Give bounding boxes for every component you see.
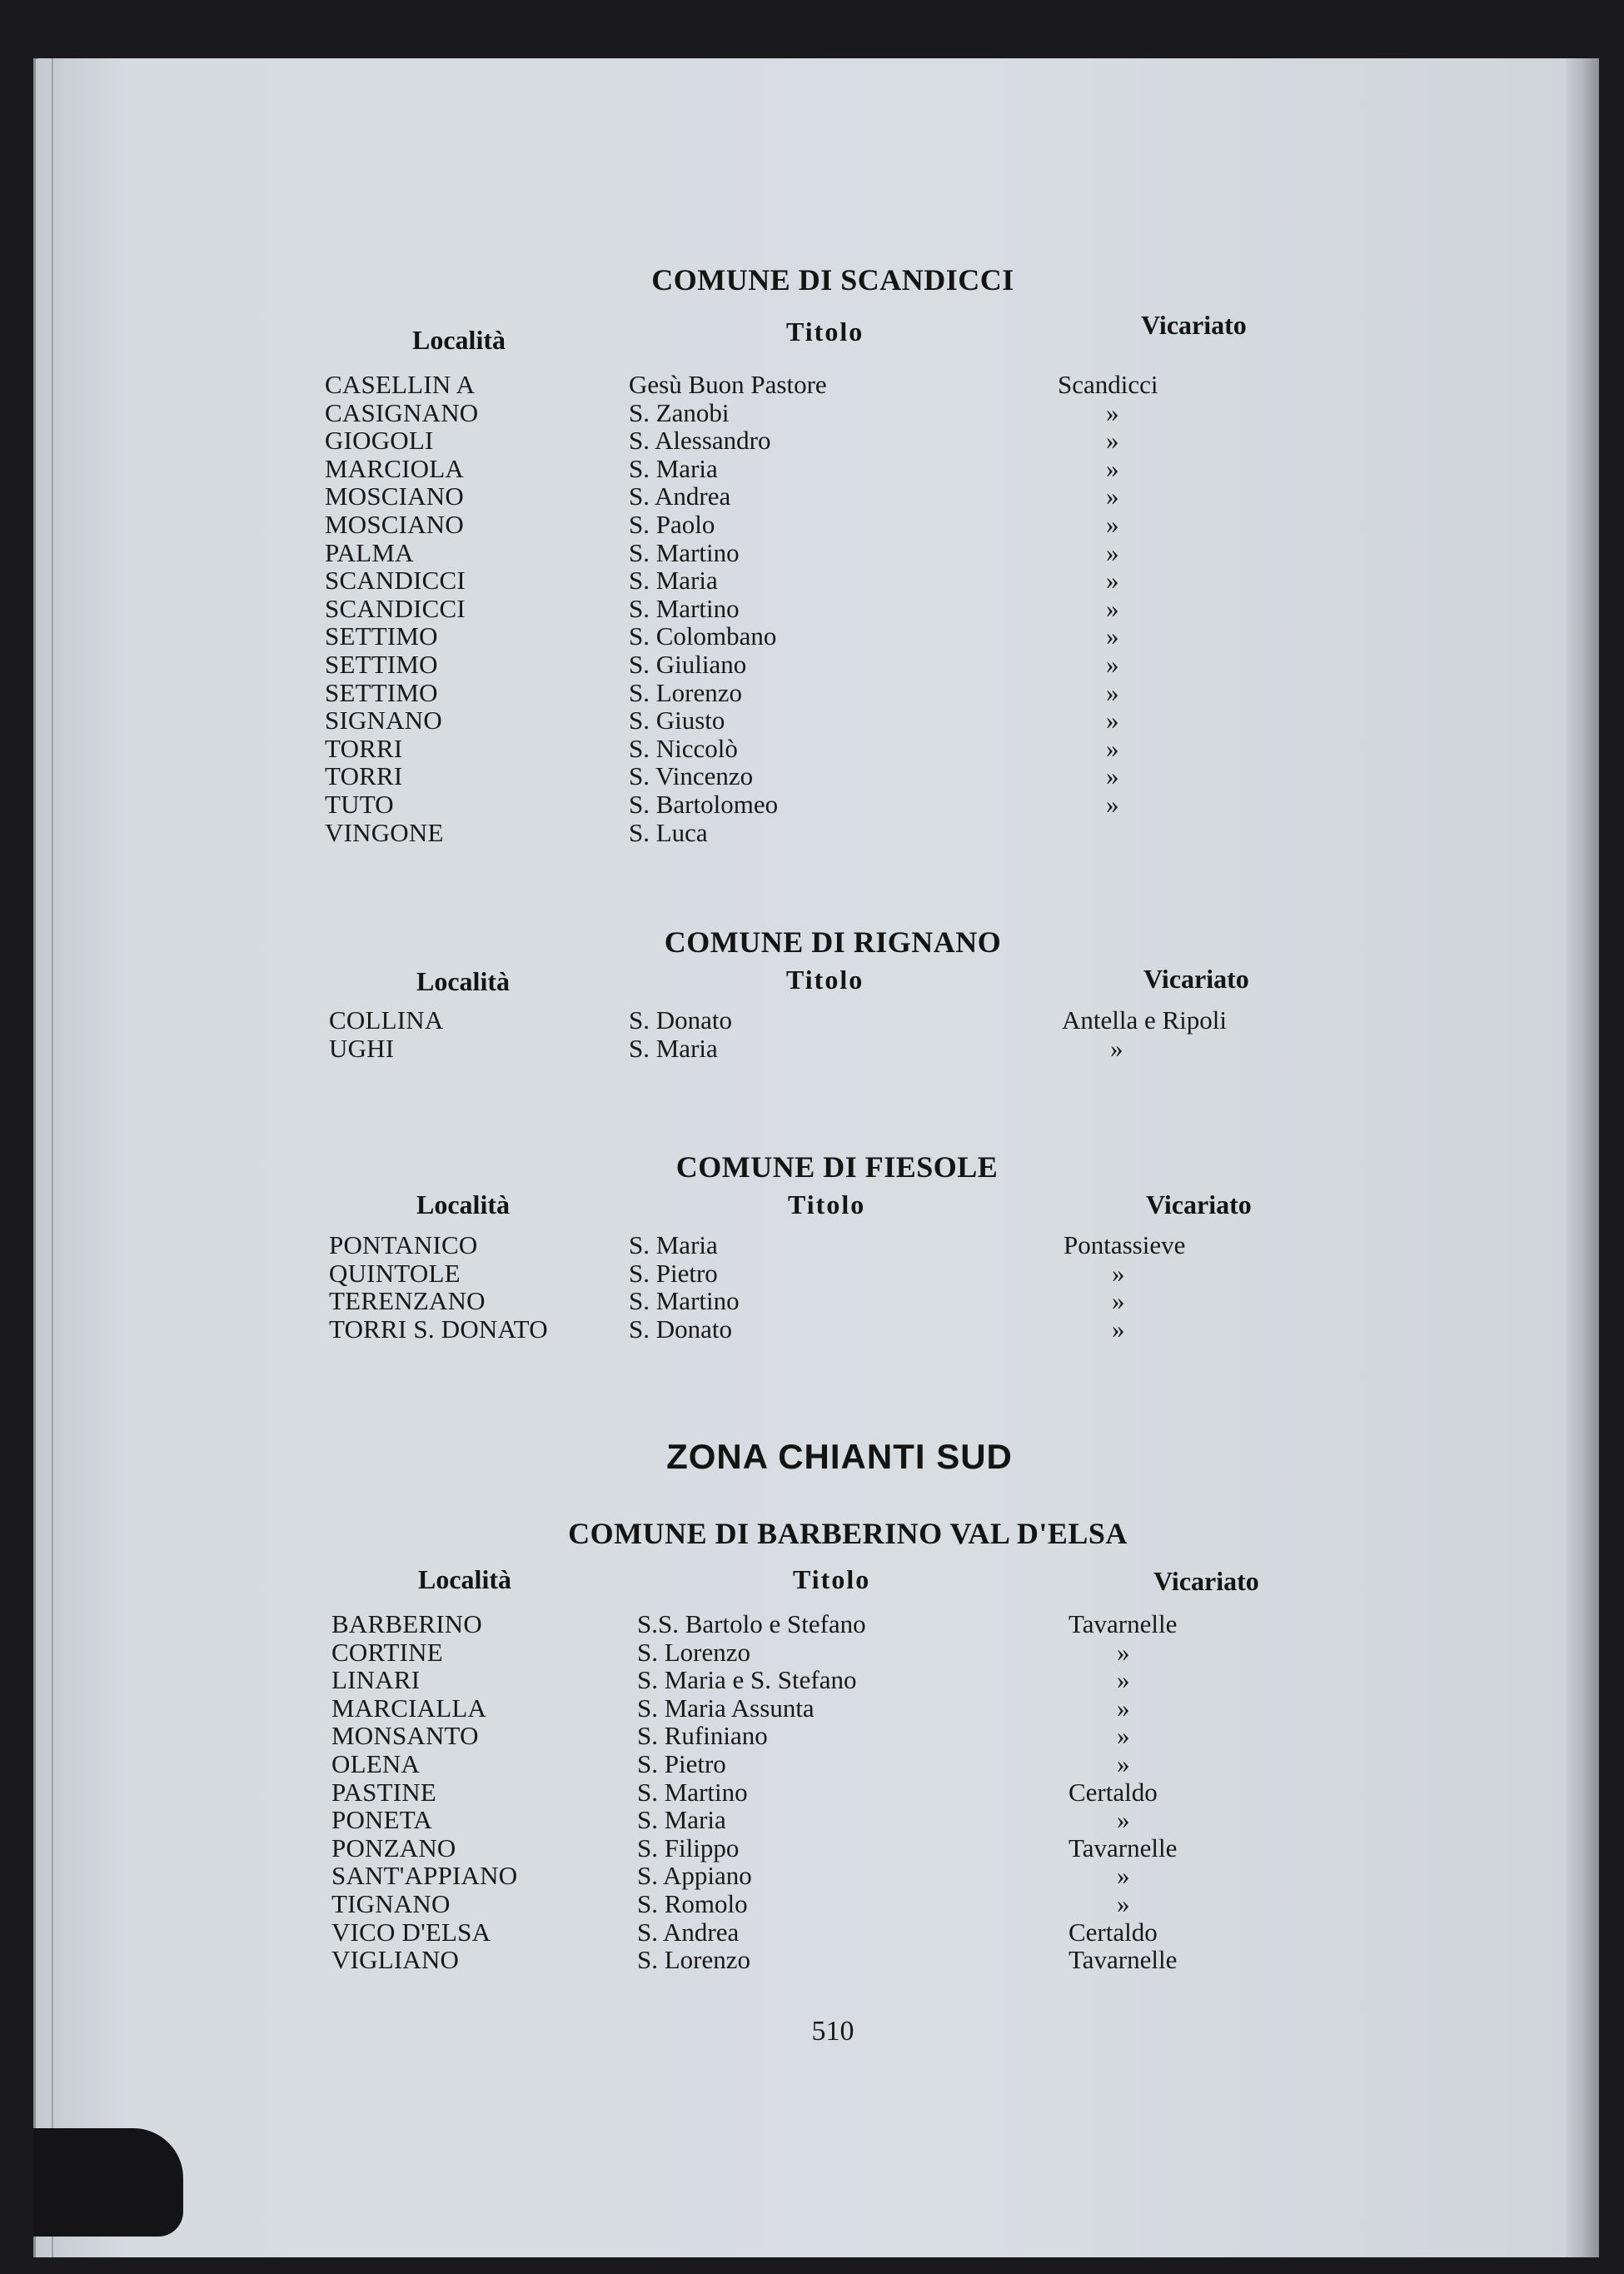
localita-cell: TORRI (325, 733, 403, 763)
vicariato-cell: » (1117, 1805, 1130, 1835)
vicariato-cell: Tavarnelle (1069, 1609, 1178, 1638)
localita-cell: VINGONE (325, 817, 444, 847)
localita-cell: PASTINE (331, 1777, 437, 1807)
titolo-cell: S. Paolo (629, 509, 715, 539)
table-row (33, 455, 1599, 483)
localita-cell: TUTO (325, 789, 394, 819)
titolo-cell: S. Maria Assunta (637, 1693, 814, 1723)
titolo-cell: S. Martino (629, 593, 740, 623)
rows (33, 1231, 1599, 1343)
vicariato-cell: » (1117, 1888, 1130, 1918)
book-page (33, 58, 1599, 2257)
table-row (33, 566, 1599, 595)
table-row (33, 1806, 1599, 1834)
localita-cell: VICO D'ELSA (331, 1917, 491, 1947)
vicariato-cell: » (1106, 649, 1119, 679)
vicariato-cell: » (1106, 566, 1119, 596)
titolo-cell: S. Maria (629, 453, 718, 483)
localita-cell: SETTIMO (325, 677, 438, 707)
titolo-cell: S. Zanobi (629, 397, 730, 427)
localita-cell: TIGNANO (331, 1888, 451, 1918)
vicariato-cell: » (1106, 509, 1119, 539)
localita-cell: PONZANO (331, 1833, 456, 1863)
table-row (33, 706, 1599, 735)
localita-cell: MOSCIANO (325, 509, 464, 539)
titolo-cell: S. Pietro (637, 1748, 726, 1778)
titolo-cell: S. Niccolò (629, 733, 738, 763)
rows (33, 1006, 1599, 1062)
header-localita: Località (416, 1189, 510, 1219)
localita-cell: OLENA (331, 1748, 421, 1778)
vicariato-cell: » (1106, 453, 1119, 483)
vicariato-cell: » (1106, 481, 1119, 511)
localita-cell: MARCIOLA (325, 453, 464, 483)
table-row (33, 1890, 1599, 1918)
localita-cell: GIOGOLI (325, 426, 434, 456)
localita-cell: QUINTOLE (329, 1258, 461, 1288)
vicariato-cell: Antella e Ripoli (1062, 1005, 1228, 1035)
localita-cell: MOSCIANO (325, 481, 464, 511)
vicariato-cell: » (1106, 733, 1119, 763)
rows (33, 1610, 1599, 1974)
table-row (33, 735, 1599, 763)
table-row (33, 511, 1599, 539)
localita-cell: SCANDICCI (325, 593, 466, 623)
localita-cell: BARBERINO (331, 1609, 482, 1638)
header-titolo: Titolo (793, 1564, 871, 1594)
localita-cell: CASELLIN A (325, 370, 476, 399)
section-title: COMUNE DI BARBERINO VAL D'ELSA (568, 1517, 1128, 1550)
table-row (33, 1862, 1599, 1890)
localita-cell: UGHI (329, 1033, 395, 1063)
vicariato-cell: Scandicci (1058, 370, 1158, 399)
table-row (33, 1006, 1599, 1035)
titolo-cell: S. Colombano (629, 621, 777, 651)
table-row (33, 1610, 1599, 1638)
localita-cell: TORRI S. DONATO (329, 1314, 548, 1344)
titolo-cell: S. Rufiniano (637, 1721, 768, 1751)
titolo-cell: S. Lorenzo (629, 677, 743, 707)
titolo-cell: S. Bartolomeo (629, 789, 779, 819)
vicariato-cell: » (1106, 397, 1119, 427)
titolo-cell: S. Giuliano (629, 649, 747, 679)
vicariato-cell: Tavarnelle (1069, 1945, 1178, 1975)
vicariato-cell: » (1117, 1861, 1130, 1891)
table-row (33, 790, 1599, 819)
binding-tab (33, 2128, 183, 2237)
header-titolo: Titolo (786, 965, 864, 995)
table-row (33, 1918, 1599, 1947)
localita-cell: LINARI (331, 1665, 421, 1695)
vicariato-cell: » (1106, 789, 1119, 819)
vicariato-cell: » (1106, 426, 1119, 456)
titolo-cell: S. Maria (637, 1805, 726, 1835)
vicariato-cell: » (1117, 1748, 1130, 1778)
rows (33, 371, 1599, 846)
titolo-cell: S. Giusto (629, 706, 725, 736)
table-row (33, 426, 1599, 455)
titolo-cell: S. Martino (637, 1777, 748, 1807)
titolo-cell: S. Lorenzo (637, 1945, 751, 1975)
table-row (33, 371, 1599, 399)
localita-cell: CASIGNANO (325, 397, 479, 427)
table-row (33, 1287, 1599, 1315)
table-row (33, 1946, 1599, 1974)
zona-title: ZONA CHIANTI SUD (666, 1437, 1013, 1476)
titolo-cell: S. Andrea (637, 1917, 740, 1947)
vicariato-cell: » (1112, 1258, 1125, 1288)
vicariato-cell: Pontassieve (1064, 1230, 1186, 1259)
localita-cell: COLLINA (329, 1005, 444, 1035)
table-row (33, 1750, 1599, 1778)
titolo-cell: S. Maria (629, 1033, 718, 1063)
table-row (33, 399, 1599, 427)
table-row (33, 1259, 1599, 1288)
vicariato-cell: » (1117, 1693, 1130, 1723)
header-vicariato: Vicariato (1141, 310, 1247, 340)
header-vicariato: Vicariato (1146, 1189, 1252, 1219)
vicariato-cell: » (1106, 761, 1119, 791)
header-vicariato: Vicariato (1153, 1566, 1259, 1596)
titolo-cell: S. Maria (629, 1230, 718, 1259)
vicariato-cell: Certaldo (1069, 1917, 1158, 1947)
titolo-cell: S. Filippo (637, 1833, 740, 1863)
vicariato-cell: » (1112, 1314, 1125, 1344)
titolo-cell: S. Donato (629, 1005, 732, 1035)
titolo-cell: S. Appiano (637, 1861, 752, 1891)
vicariato-cell: Tavarnelle (1069, 1833, 1178, 1863)
titolo-cell: S. Martino (629, 1286, 740, 1316)
table-row (33, 1231, 1599, 1259)
vicariato-cell: » (1106, 677, 1119, 707)
titolo-cell: S. Maria (629, 566, 718, 596)
header-localita: Località (418, 1564, 511, 1594)
header-localita: Località (412, 325, 506, 355)
titolo-cell: S. Luca (629, 817, 708, 847)
localita-cell: SETTIMO (325, 621, 438, 651)
header-localita: Località (416, 966, 510, 996)
titolo-cell: Gesù Buon Pastore (629, 370, 827, 399)
localita-cell: PONETA (331, 1805, 432, 1835)
section-title: COMUNE DI RIGNANO (664, 925, 1002, 959)
titolo-cell: S. Donato (629, 1314, 732, 1344)
table-row (33, 1778, 1599, 1807)
vicariato-cell: » (1117, 1637, 1130, 1667)
vicariato-cell: » (1117, 1665, 1130, 1695)
vicariato-cell: » (1106, 537, 1119, 567)
table-row (33, 679, 1599, 707)
localita-cell: PALMA (325, 537, 414, 567)
table-row (33, 482, 1599, 511)
header-titolo: Titolo (788, 1189, 866, 1219)
vicariato-cell: » (1106, 593, 1119, 623)
vicariato-cell: Certaldo (1069, 1777, 1158, 1807)
localita-cell: SCANDICCI (325, 566, 466, 596)
vicariato-cell: » (1106, 621, 1119, 651)
table-row (33, 1035, 1599, 1063)
titolo-cell: S. Romolo (637, 1888, 748, 1918)
table-row (33, 819, 1599, 847)
vicariato-cell: » (1110, 1033, 1123, 1063)
titolo-cell: S. Pietro (629, 1258, 718, 1288)
table-row (33, 1315, 1599, 1344)
table-row (33, 622, 1599, 651)
table-row (33, 595, 1599, 623)
section-title: COMUNE DI SCANDICCI (651, 263, 1014, 297)
table-row (33, 762, 1599, 790)
localita-cell: MARCIALLA (331, 1693, 487, 1723)
table-row (33, 651, 1599, 679)
vicariato-cell: » (1112, 1286, 1125, 1316)
table-row (33, 1666, 1599, 1694)
table-row (33, 539, 1599, 567)
table-row (33, 1638, 1599, 1667)
titolo-cell: S. Andrea (629, 481, 731, 511)
section-title: COMUNE DI FIESOLE (675, 1150, 999, 1184)
titolo-cell: S.S. Bartolo e Stefano (637, 1609, 866, 1638)
localita-cell: SANT'APPIANO (331, 1861, 518, 1891)
vicariato-cell: » (1117, 1721, 1130, 1751)
localita-cell: VIGLIANO (331, 1945, 460, 1975)
titolo-cell: S. Vincenzo (629, 761, 754, 791)
localita-cell: TORRI (325, 761, 403, 791)
localita-cell: CORTINE (331, 1637, 443, 1667)
localita-cell: SIGNANO (325, 706, 442, 736)
localita-cell: PONTANICO (329, 1230, 478, 1259)
localita-cell: TERENZANO (329, 1286, 486, 1316)
table-row (33, 1694, 1599, 1723)
titolo-cell: S. Martino (629, 537, 740, 567)
titolo-cell: S. Alessandro (629, 426, 771, 456)
localita-cell: SETTIMO (325, 649, 438, 679)
localita-cell: MONSANTO (331, 1721, 479, 1751)
table-row (33, 1834, 1599, 1863)
table-row (33, 1722, 1599, 1750)
header-titolo: Titolo (786, 317, 864, 347)
vicariato-cell: » (1106, 706, 1119, 736)
header-vicariato: Vicariato (1143, 964, 1249, 994)
titolo-cell: S. Lorenzo (637, 1637, 751, 1667)
page-number: 510 (811, 2016, 854, 2047)
titolo-cell: S. Maria e S. Stefano (637, 1665, 857, 1695)
